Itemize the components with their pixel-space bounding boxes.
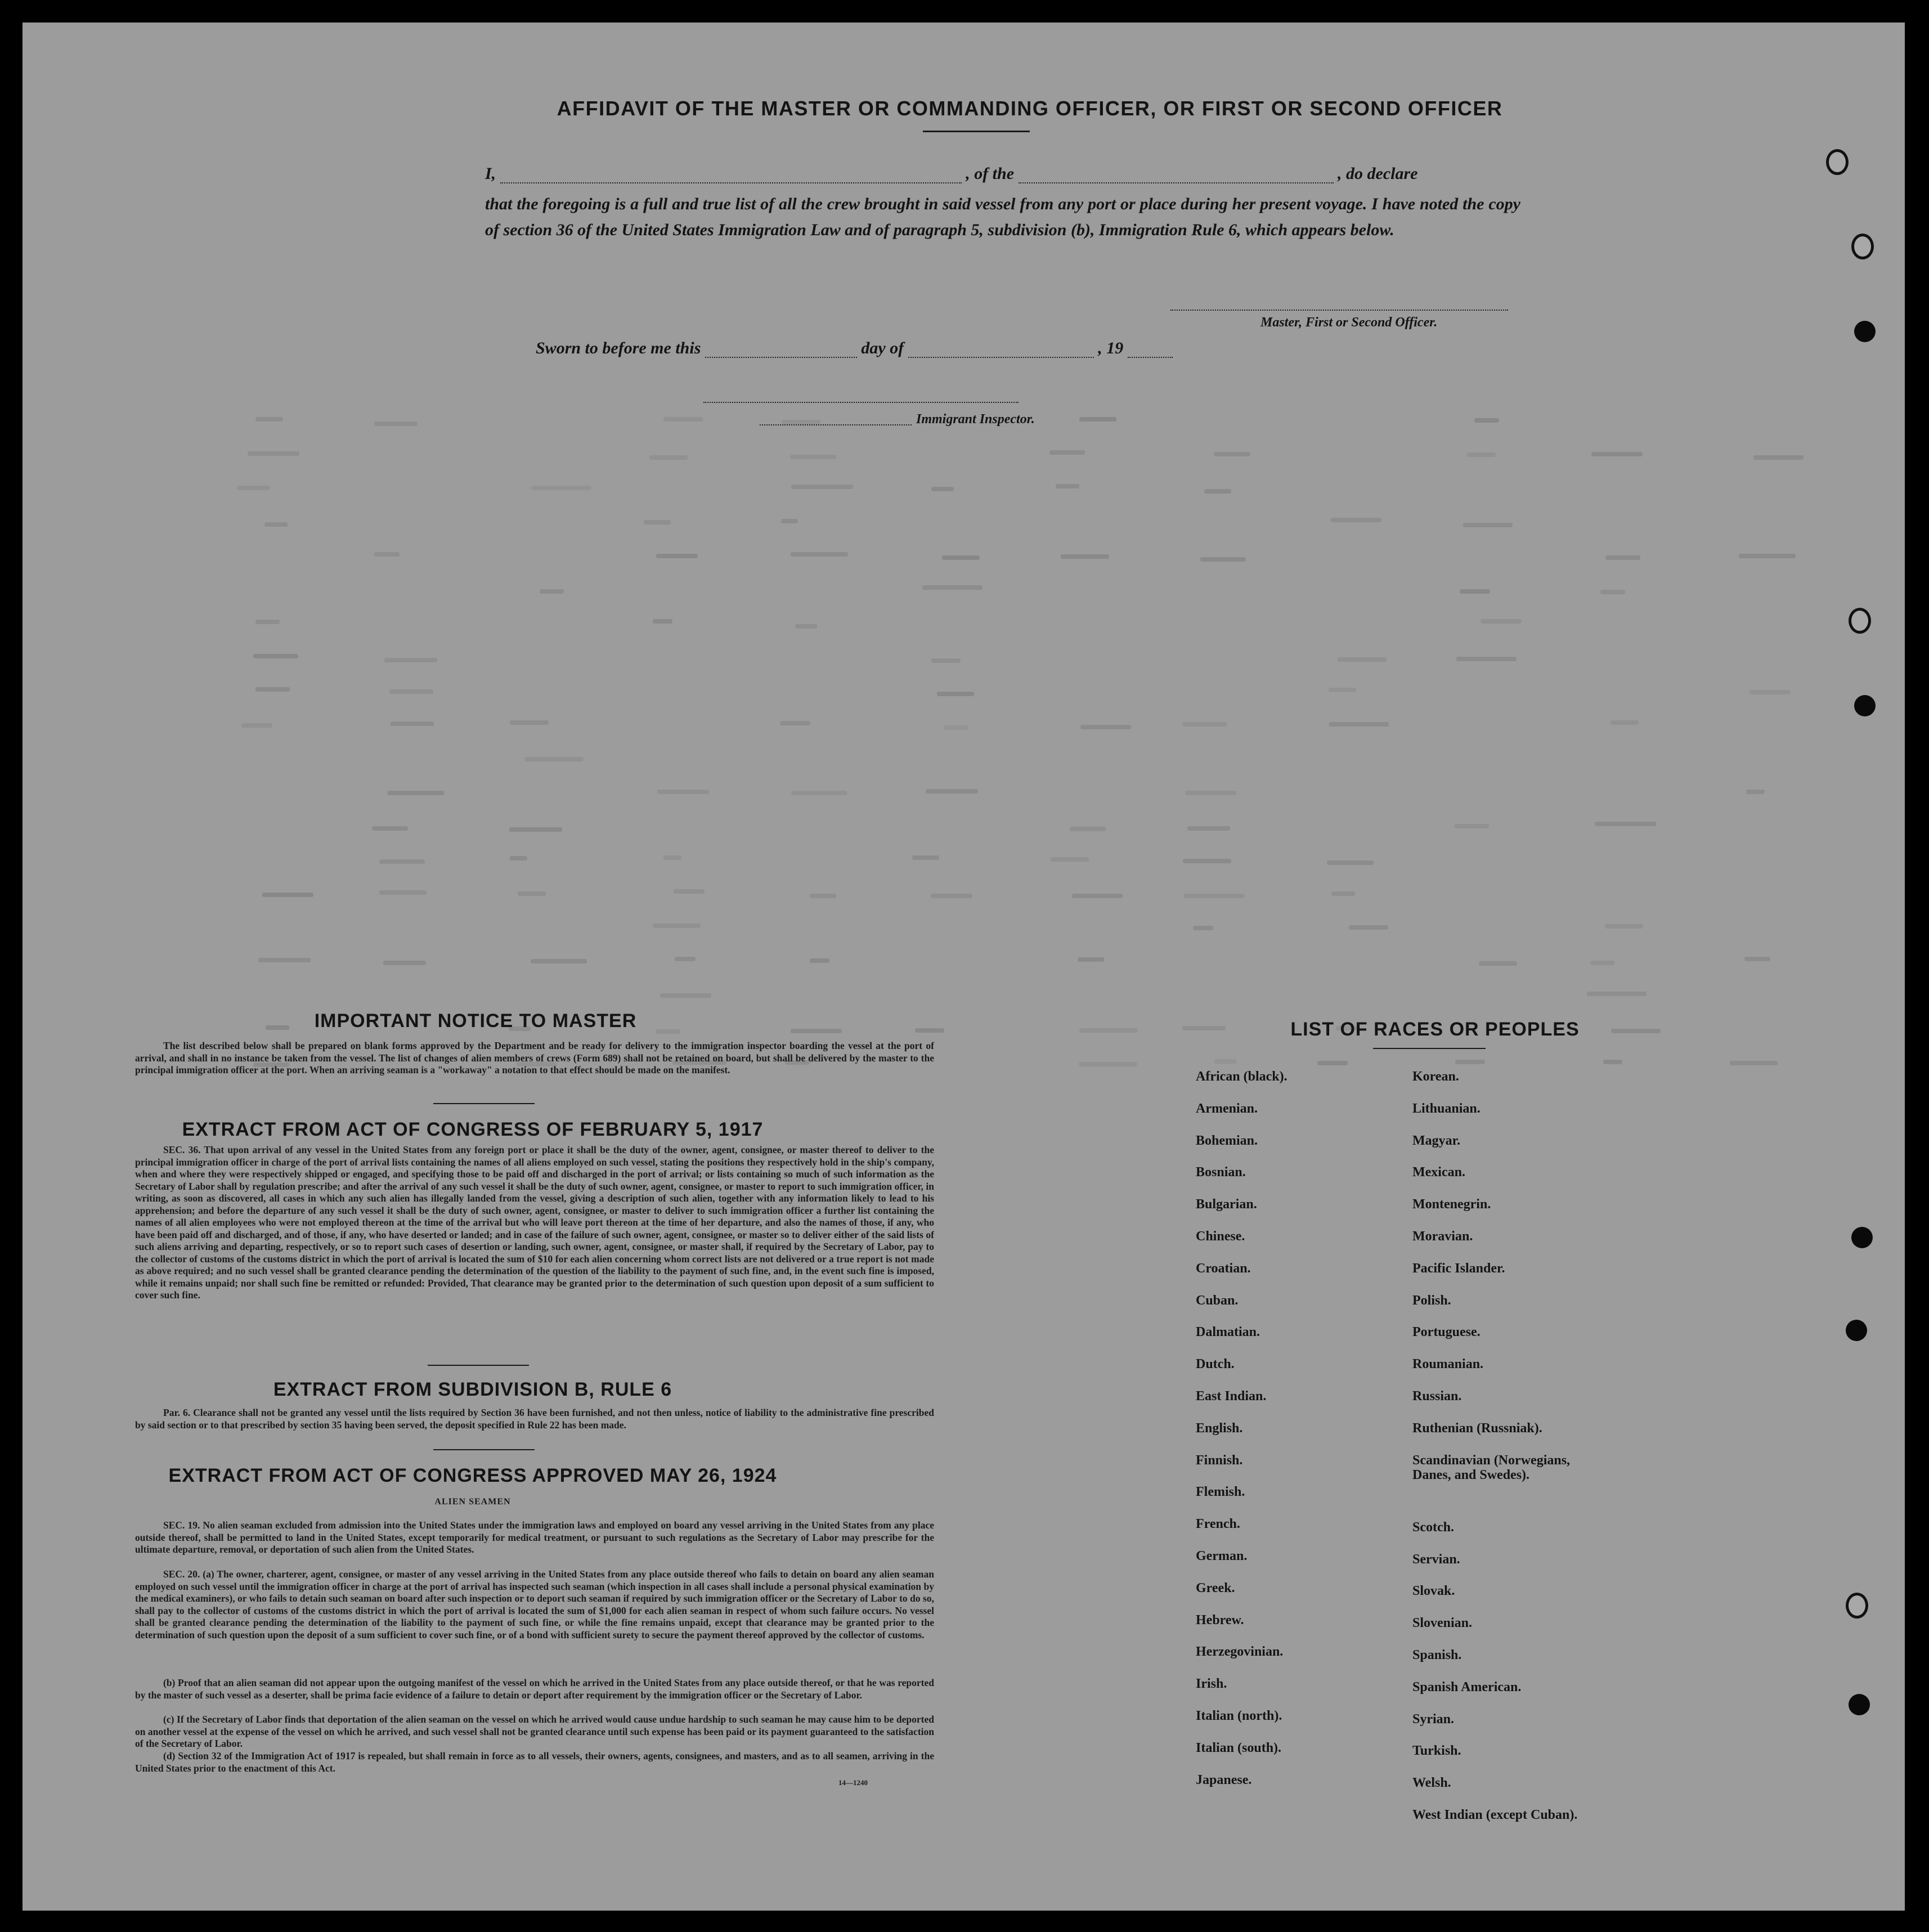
race-item: Mexican. — [1412, 1165, 1465, 1180]
day-of-label: day of — [861, 339, 904, 357]
bleed-mark — [379, 859, 425, 864]
extract-1917-title: EXTRACT FROM ACT OF CONGRESS OF FEBRUARY 5, 1917 — [182, 1119, 764, 1140]
bleed-mark — [780, 721, 810, 725]
extract-1924-subtitle: ALIEN SEAMEN — [434, 1497, 511, 1507]
bleed-mark — [657, 790, 710, 794]
bleed-mark — [1591, 452, 1643, 456]
bleed-mark — [1730, 1061, 1777, 1065]
race-item: Japanese. — [1196, 1772, 1252, 1787]
punch-hole — [1851, 234, 1874, 259]
bleed-mark — [1739, 554, 1796, 558]
bleed-mark — [510, 856, 527, 860]
master-signature-field[interactable] — [1170, 308, 1508, 311]
race-item: Slovenian. — [1412, 1616, 1473, 1631]
bleed-mark — [255, 417, 284, 422]
bleed-mark — [1463, 523, 1512, 527]
bleed-mark — [1079, 1062, 1138, 1066]
bleed-mark — [1072, 894, 1123, 898]
race-item: Italian (south). — [1196, 1740, 1282, 1755]
extract-1917-text: SEC. 36. That upon arrival of any vessel in the United States from any foreign port or place it shall be the duty of the owner, agent, consignee, or master thereof to deliver to the principal immigration officer in charge of the port of arrival lists containing the names of all aliens employed on such vessel, stating the positions they respectively hold in the ship's company, when and where they were respectively shipped or engaged, and specifying those to be paid off and discharged in the port of arrival; or lists containing so much of such information as the Secretary of Labor shall by regulation prescribe; and after the arrival of any such vessel it shall be the duty of such owner, agent, consignee, or master to report to such immigration officer, in writing, as soon as discovered, all cases in which any such alien has illegally landed from the vessel, giving a description of such alien, together with any information likely to lead to his apprehension; and before the departure of any such vessel it shall be the duty of such owner, agent, consignee, or master to deliver to such immigration officer a further list containing the names of all alien employees who were not employed thereon at the time of the arrival but who will leave port thereon at the time of her departure, and also the names of those, if any, who have been paid off and discharged, and of those, if any, who have deserted or landed; and in case of the failure of such owner, agent, consignee, or master so to deliver either of the said lists of such aliens arriving and departing, respectively, or so to report such cases of desertion or landing, such owner, agent, consignee, or master shall, if required by the Secretary of Labor, pay to the collector of customs of the customs district in which the port of arrival is located the sum of $10 for each alien concerning whom correct lists are not delivered or a true report is not made as above required; and no such vessel shall be granted clearance pending the determination of the question of the liability to the payment of such fine, and, in the event such fine is imposed, while it remains unpaid; nor shall such fine be remitted or refunded: Provided, That clearance may be granted prior to the determination of such question upon deposit of a sum sufficient to cover such fine. — [135, 1144, 934, 1301]
bleed-mark — [1049, 450, 1085, 455]
bleed-mark — [937, 692, 974, 696]
bleed-mark — [1182, 722, 1227, 727]
bleed-mark — [663, 855, 681, 860]
bleed-mark — [1187, 826, 1230, 831]
race-item: Pacific Islander. — [1412, 1261, 1505, 1276]
race-item: Scotch. — [1412, 1519, 1454, 1535]
notice-rule — [433, 1103, 535, 1104]
bleed-mark — [1193, 926, 1213, 930]
extract-rule6-rule — [433, 1449, 535, 1450]
race-item: Italian (north). — [1196, 1709, 1282, 1723]
bleed-mark — [1600, 590, 1625, 594]
bleed-mark — [653, 619, 672, 624]
race-item: Scandinavian (Norwegians, Danes, and Swedes). — [1412, 1453, 1571, 1482]
race-item: English. — [1196, 1420, 1243, 1436]
bleed-mark — [1746, 790, 1764, 794]
punch-hole — [1846, 1593, 1868, 1619]
race-item: East Indian. — [1196, 1389, 1267, 1404]
punch-hole — [1846, 1320, 1867, 1341]
bleed-mark — [391, 721, 434, 726]
bleed-mark — [1051, 857, 1089, 862]
bleed-mark — [1078, 957, 1104, 962]
race-item: African (black). — [1196, 1069, 1288, 1084]
bleed-mark — [791, 791, 847, 795]
bleed-mark — [931, 487, 954, 491]
bleed-mark — [262, 893, 314, 897]
race-item: Bohemian. — [1196, 1133, 1258, 1148]
bleed-mark — [1590, 961, 1614, 965]
extract-1917-rule — [428, 1365, 529, 1366]
bleed-mark — [1611, 720, 1639, 725]
sworn-year-field[interactable] — [1128, 356, 1173, 358]
bleed-mark — [791, 485, 853, 489]
race-item: Polish. — [1412, 1293, 1451, 1308]
bleed-mark — [374, 552, 400, 557]
bleed-mark — [926, 789, 977, 794]
bleed-mark — [810, 894, 836, 898]
bleed-mark — [540, 589, 563, 594]
bleed-mark — [1349, 925, 1388, 930]
race-item: Cuban. — [1196, 1293, 1239, 1308]
bleed-mark — [1605, 924, 1644, 929]
bleed-mark — [1753, 455, 1804, 460]
master-signature-label: Master, First or Second Officer. — [1260, 315, 1438, 330]
race-item: Chinese. — [1196, 1229, 1245, 1244]
race-item: Bosnian. — [1196, 1165, 1246, 1180]
extract-1924-sec19: SEC. 19. No alien seaman excluded from admission into the United States under the immigration laws and employed on board any vessel arriving in the United States from any place outside thereof, shall be permitted to land in the United States, except temporarily for medical treatment, or pursuant to such regulations as the Secretary of Labor may prescribe for the ultimate departure, removal, or deportation of such alien from the United States. — [135, 1519, 934, 1555]
bleed-mark — [1456, 657, 1517, 661]
bleed-mark — [791, 552, 848, 557]
bleed-mark — [675, 957, 696, 961]
race-item: German. — [1196, 1549, 1248, 1563]
notice-text: The list described below shall be prepared on blank forms approved by the Department and be ready for delivery to the immigration inspector boarding the vessel at the port of arrival, and shall in no instance be taken from the vessel. The list of changes of alien members of crews (Form 689) shall not be retained on board, but shall be delivered by the master to the principal immigration officer at the port. When an arriving seaman is a "workaway" a notation to that effect should be made on the manifest. — [135, 1040, 934, 1075]
bleed-mark — [510, 720, 549, 725]
bleed-mark — [1455, 824, 1488, 828]
bleed-mark — [931, 894, 973, 898]
bleed-mark — [1079, 417, 1116, 422]
bleed-mark — [1455, 1060, 1485, 1064]
bleed-mark — [509, 827, 562, 832]
race-item: Hebrew. — [1196, 1612, 1244, 1628]
race-item: Slovak. — [1412, 1584, 1455, 1599]
extract-rule6-text: Par. 6. Clearance shall not be granted any vessel until the lists required by Section 36 have been furnished, and not then unless, notice of liability to the administrative fine prescribed by said section or to that prescribed by section 35 having been served, the deposit specified in Rule 22 has been made. — [135, 1407, 934, 1431]
bleed-mark — [790, 455, 836, 459]
race-item: French. — [1196, 1517, 1240, 1532]
bleed-mark — [1329, 688, 1356, 692]
declaration-text: that the foregoing is a full and true list of all the crew brought in said vessel from any port or place during her present voyage. I have noted the copy of section 36 of the United States Immigration Law and of paragraph 5, subdivision (b), Immigration Rule 6, which appears below. — [485, 195, 1520, 239]
punch-hole — [1849, 608, 1871, 634]
race-item: Dutch. — [1196, 1357, 1235, 1372]
form-number: 14—1240 — [838, 1778, 868, 1787]
of-the-label: , of the — [966, 164, 1015, 183]
bleed-mark — [1329, 722, 1389, 727]
race-item: Magyar. — [1412, 1133, 1461, 1148]
race-item: Lithuanian. — [1412, 1101, 1481, 1116]
bleed-mark — [1061, 554, 1109, 559]
name-field[interactable] — [500, 182, 962, 183]
bleed-mark — [912, 855, 939, 860]
bleed-mark — [1204, 489, 1231, 494]
bleed-mark — [1080, 725, 1131, 729]
race-item: Herzegovinian. — [1196, 1644, 1284, 1660]
bleed-mark — [1587, 992, 1647, 996]
bleed-mark — [374, 422, 418, 426]
race-item: Irish. — [1196, 1677, 1227, 1692]
notice-title: IMPORTANT NOTICE TO MASTER — [314, 1010, 637, 1032]
punch-hole — [1854, 695, 1876, 716]
race-item: Welsh. — [1412, 1776, 1451, 1791]
bleed-mark — [1183, 859, 1231, 863]
bleed-mark — [387, 791, 444, 795]
bleed-mark — [384, 658, 437, 662]
inspector-label: Immigrant Inspector. — [916, 412, 1035, 427]
bleed-mark — [1070, 827, 1105, 831]
race-item: Croatian. — [1196, 1261, 1251, 1276]
bleed-mark — [810, 958, 829, 963]
bleed-mark — [915, 1028, 944, 1033]
race-item: Armenian. — [1196, 1101, 1258, 1116]
race-item: West Indian (except Cuban). — [1412, 1808, 1578, 1823]
extract-rule6-title: EXTRACT FROM SUBDIVISION B, RULE 6 — [273, 1379, 672, 1400]
bleed-mark — [379, 890, 427, 895]
bleed-mark — [1474, 418, 1499, 423]
bleed-mark — [1200, 557, 1246, 562]
race-item: Dalmatian. — [1196, 1325, 1260, 1340]
bleed-mark — [237, 486, 270, 490]
bleed-mark — [383, 961, 426, 965]
bleed-mark — [1749, 690, 1791, 694]
bleed-mark — [524, 757, 584, 761]
title-rule — [923, 131, 1030, 132]
bleed-mark — [942, 555, 980, 560]
bleed-mark — [1182, 1026, 1225, 1030]
inspector-signature-field-2[interactable] — [760, 423, 912, 425]
sworn-month-field[interactable] — [908, 356, 1094, 358]
bleed-mark — [1603, 1060, 1622, 1064]
bleed-mark — [248, 451, 299, 456]
punch-hole — [1849, 1694, 1870, 1715]
bleed-mark — [1327, 860, 1374, 865]
bleed-mark — [931, 658, 961, 663]
bleed-mark — [1467, 452, 1496, 457]
bleed-mark — [1744, 957, 1770, 961]
bleed-mark — [1338, 657, 1387, 662]
race-item: Portuguese. — [1412, 1325, 1481, 1340]
bleed-mark — [255, 620, 280, 624]
race-item: Turkish. — [1412, 1743, 1461, 1759]
sworn-label: Sworn to before me this — [536, 339, 701, 357]
bleed-mark — [241, 723, 272, 728]
race-item: Spanish. — [1412, 1648, 1462, 1663]
bleed-mark — [531, 486, 591, 490]
races-title: LIST OF RACES OR PEOPLES — [1290, 1019, 1580, 1040]
race-item: Servian. — [1412, 1552, 1460, 1567]
races-rule — [1373, 1048, 1486, 1049]
race-item: Korean. — [1412, 1069, 1459, 1084]
affidavit-title: AFFIDAVIT OF THE MASTER OR COMMANDING OFFICER, OR FIRST OR SECOND OFFICER — [557, 97, 1503, 120]
i-label: I, — [485, 164, 496, 183]
bleed-mark — [644, 520, 671, 525]
inspector-signature-field[interactable] — [703, 401, 1019, 403]
race-item: Montenegrin. — [1412, 1197, 1491, 1212]
bleed-mark — [1460, 589, 1490, 594]
bleed-mark — [389, 689, 434, 694]
bleed-mark — [1317, 1061, 1347, 1065]
bleed-mark — [518, 891, 546, 896]
vessel-field[interactable] — [1019, 182, 1334, 183]
bleed-mark — [255, 687, 290, 692]
bleed-mark — [1481, 619, 1522, 624]
bleed-mark — [663, 417, 703, 422]
bleed-mark — [649, 455, 688, 460]
race-item: Moravian. — [1412, 1229, 1473, 1244]
bleed-mark — [1331, 518, 1382, 522]
bleed-mark — [1331, 891, 1355, 896]
race-item: Flemish. — [1196, 1485, 1245, 1500]
extract-1924-title: EXTRACT FROM ACT OF CONGRESS APPROVED MAY 26, 1924 — [168, 1465, 777, 1486]
bleed-mark — [656, 554, 697, 558]
bleed-mark — [781, 519, 798, 523]
extract-1924-sec20c: (c) If the Secretary of Labor finds that deportation of the alien seaman on the vessel on which he arrived would cause undue hardship to such seaman he may cause him to be deported on another vessel at the expense of the vessel on which he arrived, and such vessel shall not be granted clearance until such expense has been paid or its payment guaranteed to the satisfaction of the Secretary of Labor. — [135, 1714, 934, 1749]
punch-hole — [1826, 149, 1849, 175]
bleed-mark — [372, 826, 408, 831]
race-item: Greek. — [1196, 1580, 1235, 1595]
race-item: Russian. — [1412, 1389, 1462, 1404]
race-item: Bulgarian. — [1196, 1197, 1257, 1212]
sworn-line — [536, 339, 1173, 358]
race-item: Roumanian. — [1412, 1357, 1484, 1372]
bleed-mark — [1079, 1028, 1138, 1033]
bleed-mark — [674, 889, 705, 894]
bleed-mark — [653, 924, 701, 928]
bleed-mark — [1056, 484, 1079, 488]
bleed-mark — [1214, 452, 1250, 456]
bleed-mark — [944, 725, 968, 730]
year-label: , 19 — [1098, 339, 1124, 357]
bleed-mark — [1214, 1059, 1237, 1064]
bleed-mark — [1479, 961, 1517, 966]
race-item: Spanish American. — [1412, 1679, 1522, 1695]
extract-1924-sec20a: SEC. 20. (a) The owner, charterer, agent, consignee, or master of any vessel arriving in the United States from any place outside thereof who fails to detain on board any alien seaman employed on such vessel until the immigration officer in charge at the port of arrival has inspected such seaman (which inspection in all cases shall include a personal physical examination by the medical examiners), or who fails to detain such seaman on board after such inspection or to deport such seaman if required by such immigration officer or the Secretary of Labor to do so, shall pay to the collector of customs of the customs district in which the port of arrival is located the sum of $1,000 for each alien seaman in respect of whom such failure occurs. No vessel shall be granted clearance pending the determination of the liability to the payment of such fine, or while the fine remains unpaid, except that clearance may be granted prior to the determination of such question upon the deposit of a sum sufficient to cover such fine, or of a bond with sufficient surety to secure the payment thereof approved by the collector of customs. — [135, 1568, 934, 1640]
race-item: Syrian. — [1412, 1711, 1455, 1727]
race-item: Finnish. — [1196, 1453, 1243, 1468]
bleed-mark — [795, 624, 817, 629]
punch-hole — [1854, 321, 1876, 342]
form-sheet — [23, 23, 1905, 1911]
declare-label: , do declare — [1338, 164, 1418, 183]
affidavit-declaration-line — [485, 164, 1515, 183]
bleed-mark — [253, 654, 298, 658]
bleed-mark — [1605, 555, 1640, 560]
punch-hole — [1851, 1227, 1873, 1248]
bleed-mark — [1595, 822, 1656, 826]
race-item: Ruthenian (Russniak). — [1412, 1420, 1542, 1436]
bleed-mark — [1183, 894, 1245, 898]
bleed-mark — [258, 958, 311, 962]
bleed-mark — [264, 522, 288, 527]
extract-1924-sec20b: (b) Proof that an alien seaman did not appear upon the outgoing manifest of the vessel on which he arrived in the United States from any place outside thereof, or that he was reported by the master of such vessel as a deserter, shall be prima facie evidence of a failure to detain or deport after requirement by the immigration officer or the Secretary of Labor. — [135, 1677, 934, 1701]
bleed-mark — [922, 585, 983, 590]
extract-1924-sec20d: (d) Section 32 of the Immigration Act of 1917 is repealed, but shall remain in force as to all vessels, their owners, agents, consignees, and masters, and as to all seamen, arriving in the United States prior to the enactment of this Act. — [135, 1750, 934, 1774]
bleed-mark — [1185, 791, 1236, 795]
sworn-day-field[interactable] — [705, 356, 857, 358]
bleed-mark — [531, 959, 587, 963]
bleed-mark — [660, 993, 711, 998]
